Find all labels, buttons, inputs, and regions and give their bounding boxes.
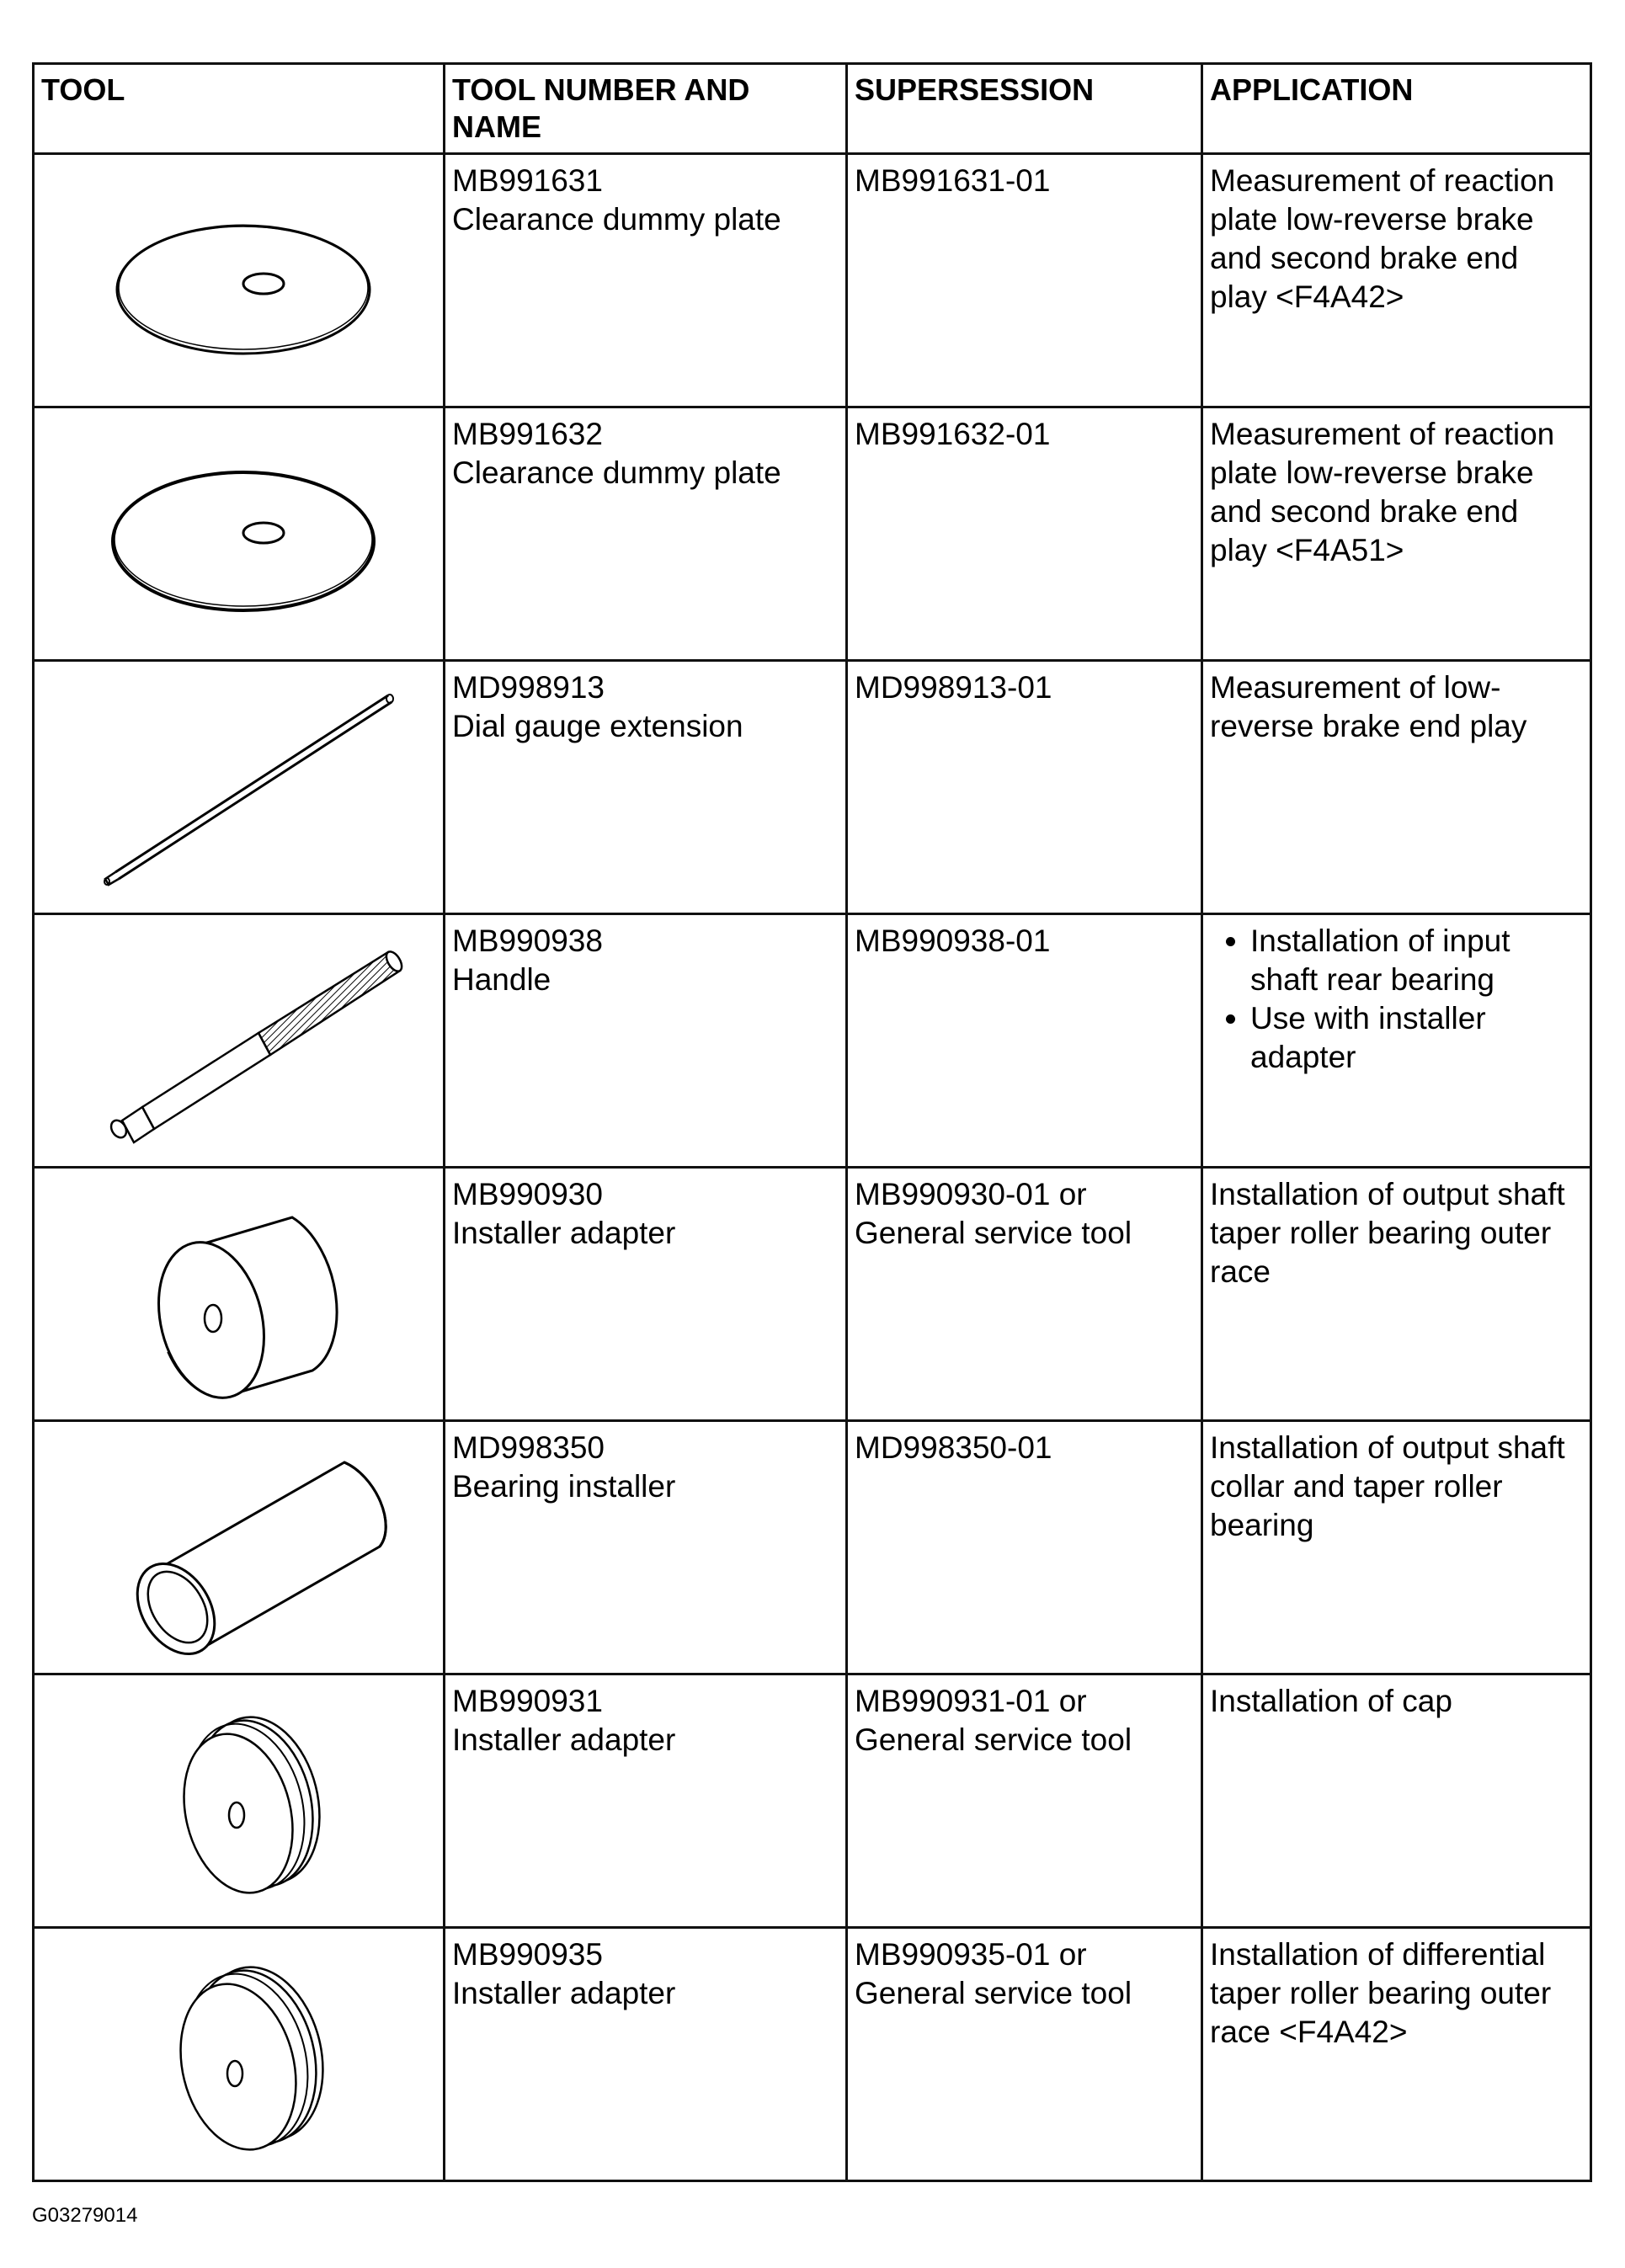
- header-tool-number-and-name: TOOL NUMBER AND NAME: [445, 64, 847, 154]
- table-row: [34, 154, 1591, 407]
- application-bullet-list: [1210, 922, 1581, 1077]
- tool-number: MB990938: [452, 924, 603, 958]
- supersession-cell: [847, 914, 1202, 1168]
- tool-image-cell: [34, 1928, 445, 2181]
- supersession-cell: [847, 154, 1202, 407]
- stepped-installer-adapter-icon: [41, 1935, 445, 2180]
- table-row: [34, 1928, 1591, 2181]
- application-text: Measurement of low-reverse brake end play: [1210, 670, 1527, 743]
- tool-image-cell: [34, 1168, 445, 1421]
- tool-name: Installer adapter: [452, 1722, 676, 1757]
- application-text: Installation of differential taper roller bearing outer race <F4A42>: [1210, 1937, 1560, 2049]
- tool-number: MB990935: [452, 1937, 603, 1972]
- application-text: Measurement of reaction plate low-reverse brake and second brake end play <F4A42>: [1210, 163, 1564, 314]
- supersession-cell: [847, 407, 1202, 661]
- tool-number-name-cell: [445, 1674, 847, 1928]
- tool-name: Clearance dummy plate: [452, 455, 781, 490]
- tool-name: Installer adapter: [452, 1216, 676, 1250]
- application-cell: [1202, 407, 1591, 661]
- application-cell: [1202, 1674, 1591, 1928]
- table-row: [34, 661, 1591, 914]
- table-row: [34, 1421, 1591, 1674]
- supersession-line: MB990931-01 or: [855, 1684, 1087, 1718]
- application-text: Installation of output shaft taper roller bearing outer race: [1210, 1177, 1574, 1289]
- tool-number: MB991632: [452, 417, 603, 451]
- tool-number-name-cell: [445, 1168, 847, 1421]
- supersession-line: MB991632-01: [855, 417, 1051, 451]
- tool-image-cell: [34, 914, 445, 1168]
- application-cell: [1202, 154, 1591, 407]
- installer-adapter-icon: [41, 1175, 445, 1419]
- figure-id: G03279014: [32, 2204, 138, 2227]
- tool-name: Clearance dummy plate: [452, 202, 781, 237]
- tool-number: MB991631: [452, 163, 603, 198]
- clearance-dummy-plate-icon: [41, 162, 445, 406]
- supersession-line: MB991631-01: [855, 163, 1051, 198]
- header-row: [34, 64, 1591, 154]
- tool-image-cell: [34, 154, 445, 407]
- bearing-installer-icon: [41, 1429, 445, 1673]
- handle-icon: [41, 922, 445, 1166]
- application-cell: [1202, 1421, 1591, 1674]
- supersession-cell: [847, 661, 1202, 914]
- application-bullet: • Use with installer adapter: [1250, 999, 1581, 1077]
- supersession-line: MD998350-01: [855, 1430, 1052, 1465]
- special-tools-table: [32, 62, 1592, 2182]
- tool-number-name-cell: [445, 1928, 847, 2181]
- tool-image-cell: [34, 1421, 445, 1674]
- supersession-cell: [847, 1168, 1202, 1421]
- table-row: [34, 1674, 1591, 1928]
- tool-number: MD998913: [452, 670, 605, 705]
- supersession-line: MD998913-01: [855, 670, 1052, 705]
- header-application: APPLICATION: [1202, 64, 1591, 154]
- tool-number-name-cell: [445, 407, 847, 661]
- application-text: Installation of cap: [1210, 1684, 1452, 1718]
- supersession-line: General service tool: [855, 1976, 1132, 2010]
- supersession-cell: [847, 1928, 1202, 2181]
- application-cell: [1202, 914, 1591, 1168]
- tool-number-name-cell: [445, 1421, 847, 1674]
- header-tool: TOOL: [34, 64, 445, 154]
- supersession-line: MB990938-01: [855, 924, 1051, 958]
- table-row: [34, 1168, 1591, 1421]
- table-row: [34, 914, 1591, 1168]
- tool-number-name-cell: [445, 154, 847, 407]
- tool-name: Installer adapter: [452, 1976, 676, 2010]
- application-cell: [1202, 661, 1591, 914]
- supersession-line: MB990935-01 or: [855, 1937, 1087, 1972]
- tool-number-name-cell: [445, 661, 847, 914]
- application-cell: [1202, 1928, 1591, 2181]
- dial-gauge-extension-icon: [41, 668, 445, 913]
- tool-image-cell: [34, 407, 445, 661]
- table-row: [34, 407, 1591, 661]
- supersession-cell: [847, 1421, 1202, 1674]
- supersession-line: General service tool: [855, 1216, 1132, 1250]
- tool-number: MB990930: [452, 1177, 603, 1211]
- supersession-line: MB990930-01 or: [855, 1177, 1087, 1211]
- tool-number: MD998350: [452, 1430, 605, 1465]
- application-text: Measurement of reaction plate low-reverse brake and second brake end play <F4A51>: [1210, 417, 1564, 567]
- supersession-cell: [847, 1674, 1202, 1928]
- application-bullet: • Installation of input shaft rear bearing: [1250, 922, 1581, 999]
- header-supersession: SUPERSESSION: [847, 64, 1202, 154]
- application-cell: [1202, 1168, 1591, 1421]
- application-text: Installation of output shaft collar and taper roller bearing: [1210, 1430, 1574, 1542]
- clearance-dummy-plate-icon: [41, 415, 445, 659]
- tool-name: Bearing installer: [452, 1469, 676, 1504]
- tool-name: Handle: [452, 962, 551, 997]
- tool-image-cell: [34, 661, 445, 914]
- supersession-line: General service tool: [855, 1722, 1132, 1757]
- tool-number-name-cell: [445, 914, 847, 1168]
- stepped-installer-adapter-icon: [41, 1682, 445, 1926]
- tool-name: Dial gauge extension: [452, 709, 743, 743]
- tool-image-cell: [34, 1674, 445, 1928]
- tool-number: MB990931: [452, 1684, 603, 1718]
